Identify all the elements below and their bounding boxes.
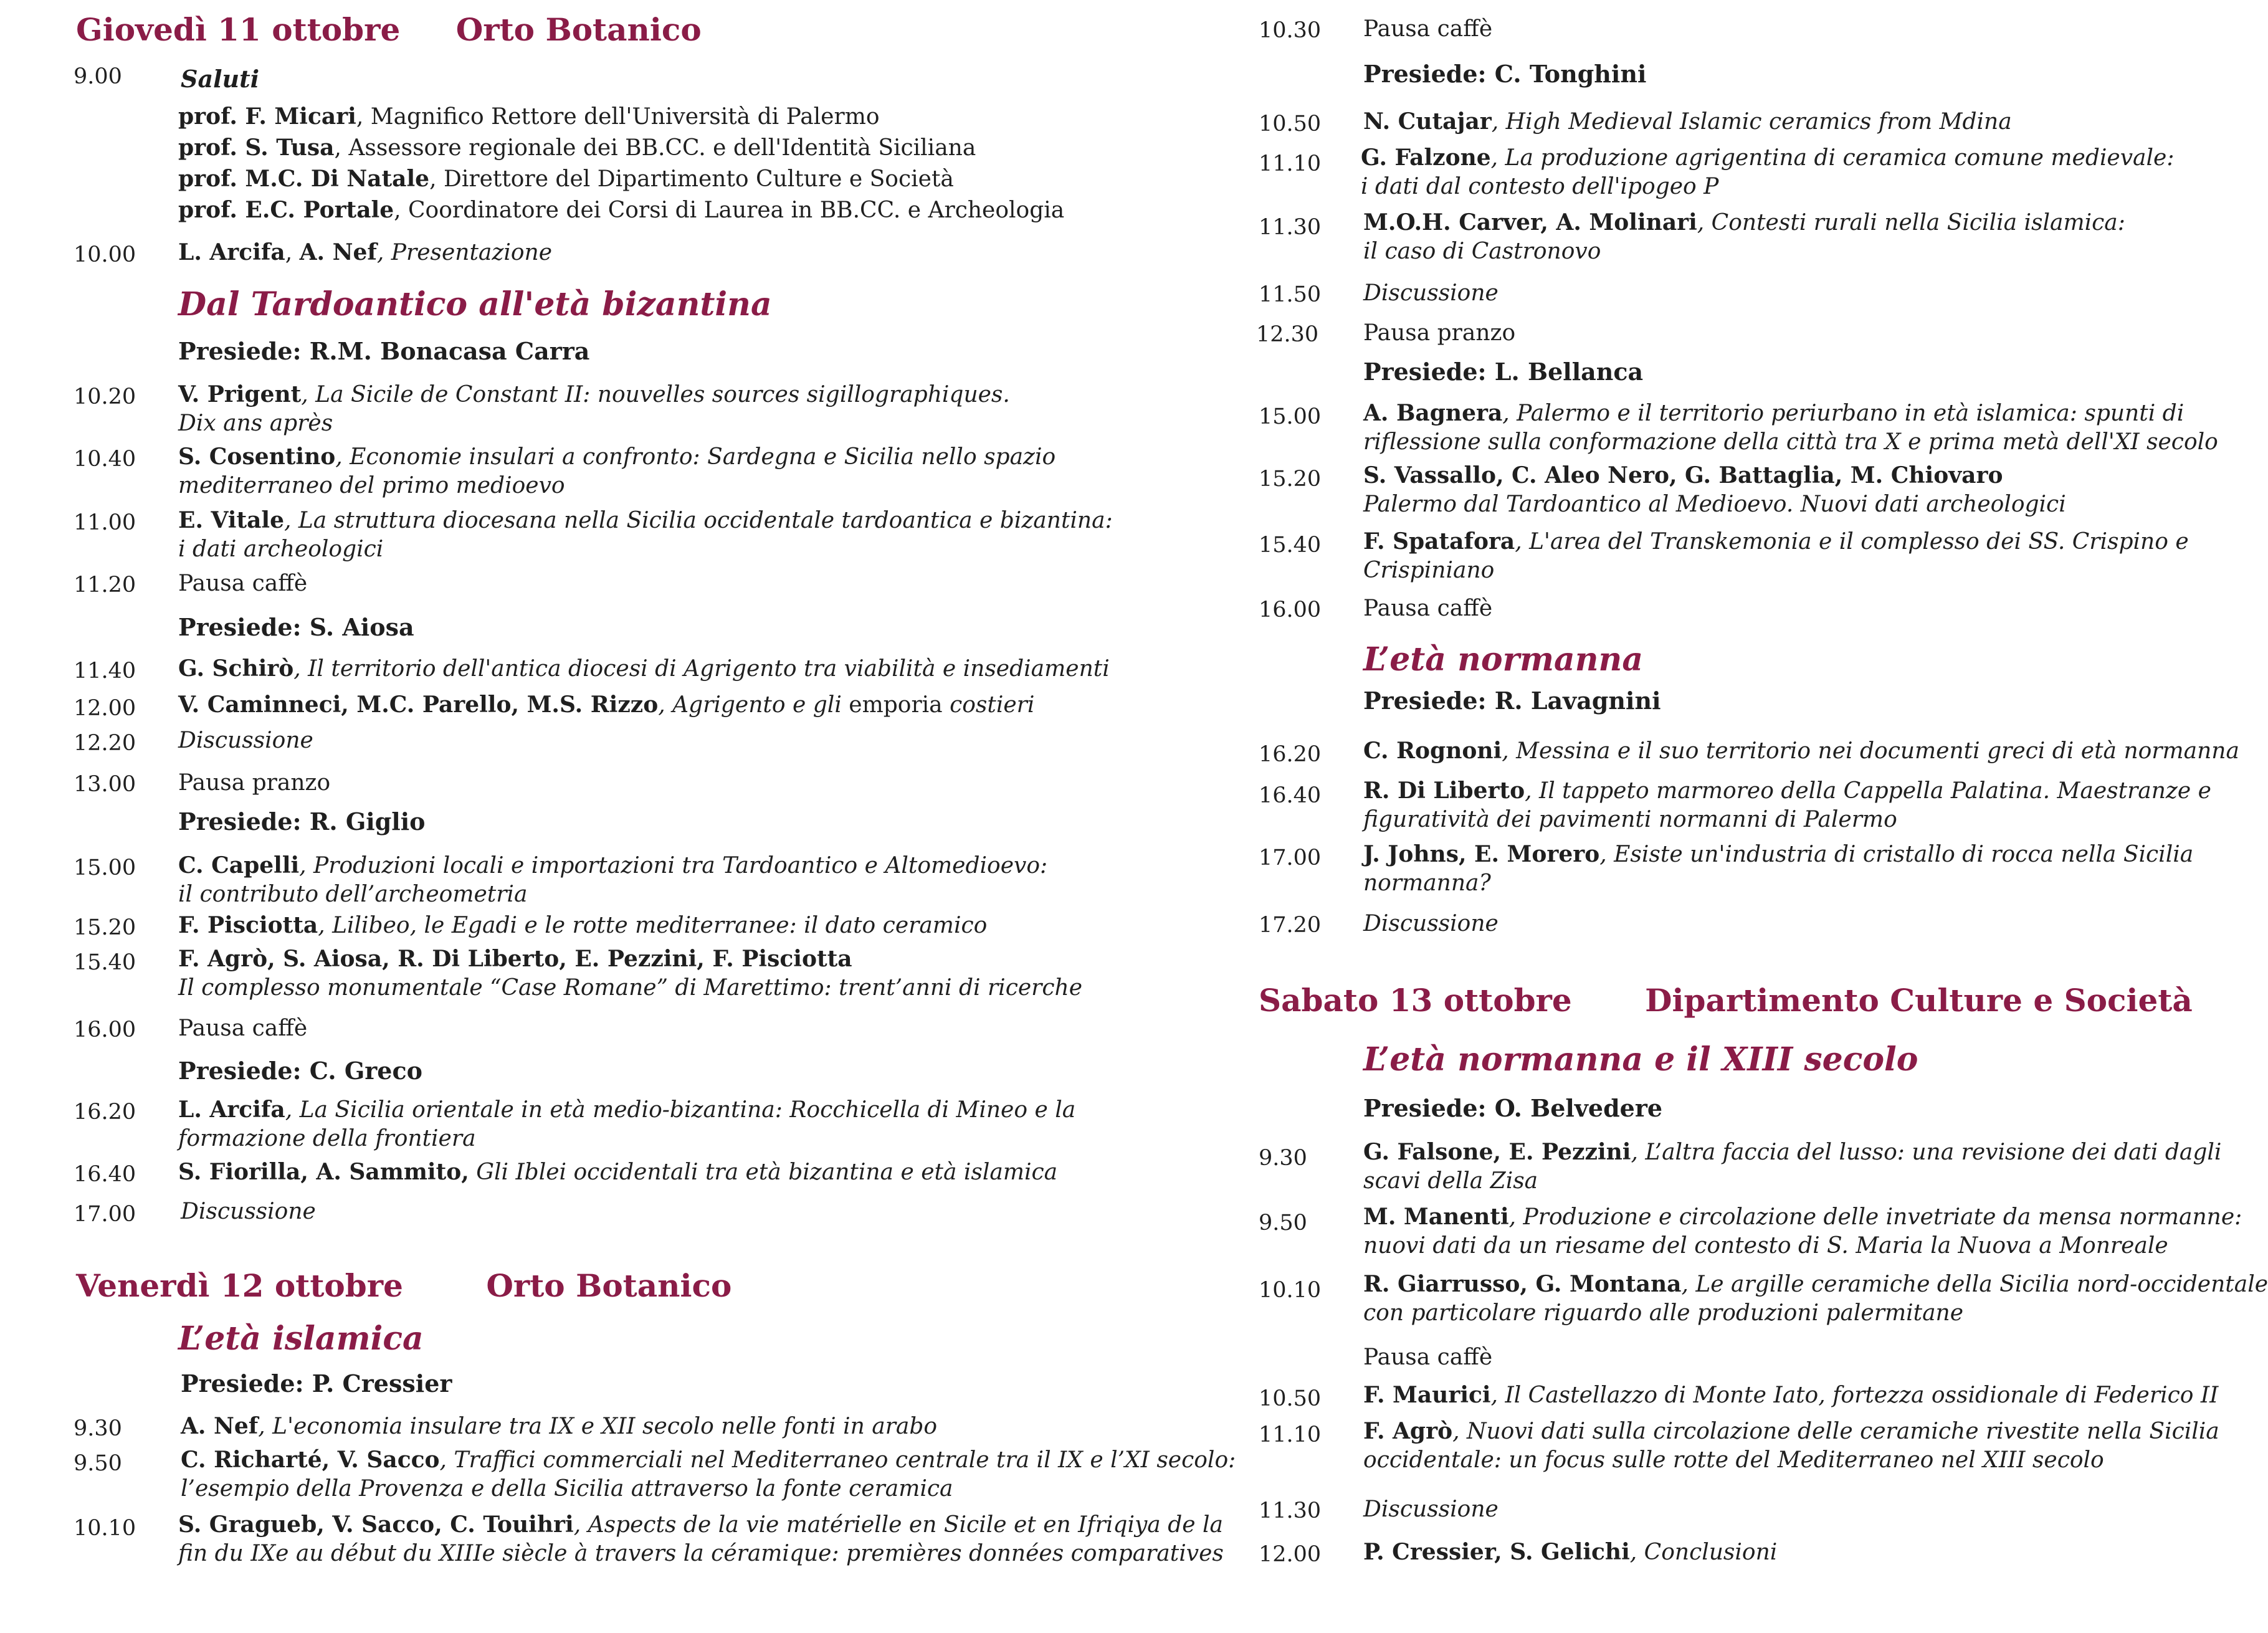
time: 11.30 [1259,1498,1322,1523]
time: 9.30 [74,1416,122,1441]
time: 15.20 [74,915,136,940]
time: 12.30 [1256,322,1319,347]
program-item: F. Spatafora, L'area del Transkemonia e il complesso dei SS. Crispino e Crispiniano [1363,528,2189,583]
program-item: C. Rognoni, Messina e il suo territorio nei documenti greci di età normanna [1363,738,2239,764]
time: 11.20 [74,573,136,597]
time: 9.30 [1259,1146,1307,1171]
program-item: F. Maurici, Il Castellazzo di Monte Iato, fortezza ossidionale di Federico II [1363,1382,2219,1408]
day-heading-saturday [1259,982,2193,1019]
discussion-item: Discussione [1363,1497,1498,1522]
day-date: Sabato 13 ottobre [1259,982,1572,1019]
chair-line: Presiede: R. Giglio [178,807,426,836]
chair-line: Presiede: O. Belvedere [1363,1094,1663,1122]
time: 11.00 [74,510,136,535]
chair-line: Presiede: C. Tonghini [1363,60,1647,88]
chair-line: Presiede: P. Cressier [181,1369,452,1397]
time: 11.40 [74,659,136,683]
program-item: F. Agrò, Nuovi dati sulla circolazione delle ceramiche rivestite nella Sicilia occidentale: un focus sulle rotte del Mediterraneo nel XIII secolo [1363,1418,2219,1473]
day-venue: Orto Botanico [455,11,702,48]
program-item: C. Richarté, V. Sacco, Traffici commerciali nel Mediterraneo centrale tra il IX e l’XI secolo: l’esempio della Provenza e della Sicilia attraverso la fonte ceramica [181,1447,1236,1502]
day-date: Venerdì 12 ottobre [76,1267,403,1304]
time: 9.50 [74,1451,122,1476]
saluti-heading: Saluti [181,65,260,93]
program-item: R. Di Liberto, Il tappeto marmoreo della Cappella Palatina. Maestranze e figuratività dei pavimenti normanni di Palermo [1363,778,2211,832]
program-item: E. Vitale, La struttura diocesana nella Sicilia occidentale tardoantica e bizantina: i dati archeologici [178,507,1113,562]
chair-line: Presiede: C. Greco [178,1057,422,1085]
time: 12.00 [1259,1542,1322,1567]
time: 15.40 [1259,533,1322,558]
program-item: G. Falsone, E. Pezzini, L’altra faccia del lusso: una revisione dei dati dagli scavi della Zisa [1363,1139,2222,1194]
time: 9.00 [74,64,122,89]
program-item: V. Prigent, La Sicile de Constant II: nouvelles sources sigillographiques. Dix ans après [178,381,1010,436]
time: 10.40 [74,447,136,472]
time: 10.10 [1259,1278,1322,1303]
greeting-line: prof. F. Micari, Magnifico Rettore dell'Università di Palermo [178,103,880,130]
program-item: L. Arcifa, La Sicilia orientale in età medio-bizantina: Rocchicella di Mineo e la formazione della frontiera [178,1097,1076,1151]
chair-line: Presiede: R. Lavagnini [1363,687,1661,715]
program-item: P. Cressier, S. Gelichi, Conclusioni [1363,1539,1778,1565]
time: 13.00 [74,772,136,797]
day-heading-thursday [76,11,702,49]
time: 17.20 [1259,913,1322,938]
time: 10.10 [74,1516,136,1541]
program-item: S. Cosentino, Economie insulari a confronto: Sardegna e Sicilia nello spazio mediterraneo del primo medioevo [178,444,1056,498]
discussion-item: Discussione [1363,911,1498,936]
time: 16.40 [1259,783,1322,808]
time: 10.30 [1259,18,1322,43]
right-column [1221,0,2268,1633]
time: 17.00 [1259,845,1322,870]
program-item: L. Arcifa, A. Nef, Presentazione [178,239,553,265]
time: 11.50 [1259,282,1322,307]
program-item: N. Cutajar, High Medieval Islamic ceramics from Mdina [1363,108,2012,135]
greeting-line: prof. E.C. Portale, Coordinatore dei Corsi di Laurea in BB.CC. e Archeologia [178,197,1065,223]
time: 15.40 [74,950,136,975]
time: 15.00 [74,855,136,880]
break-item: Pausa pranzo [178,770,331,796]
chair-line: Presiede: R.M. Bonacasa Carra [178,337,590,365]
section-title: Dal Tardoantico all'età bizantina [178,285,772,323]
program-item: M. Manenti, Produzione e circolazione delle invetriate da mensa normanne: nuovi dati da un riesame del contesto di S. Maria la Nuova a Monreale [1363,1204,2242,1259]
time: 15.00 [1259,404,1322,429]
time: 10.00 [74,242,136,267]
time: 16.00 [1259,597,1322,622]
program-item: S. Fiorilla, A. Sammito, Gli Iblei occidentali tra età bizantina e età islamica [178,1159,1058,1185]
day-venue: Orto Botanico [486,1267,732,1304]
break-item: Pausa caffè [1363,16,1493,42]
break-item: Pausa pranzo [1363,320,1516,346]
day-heading-friday [76,1267,731,1305]
break-item: Pausa caffè [1363,596,1493,621]
break-item: Pausa caffè [178,1016,308,1041]
time: 9.50 [1259,1211,1307,1235]
program-item: A. Bagnera, Palermo e il territorio periurbano in età islamica: spunti di riflessione sulla conformazione della città tra X e prima metà dell'XI secolo [1363,400,2218,455]
break-item: Pausa caffè [178,571,308,596]
time: 12.00 [74,696,136,721]
discussion-item: Discussione [181,1199,316,1224]
program-item: S. Gragueb, V. Sacco, C. Touihri, Aspects de la vie matérielle en Sicile et en Ifriqiya de la fin du IXe au début du XIIIe siècle à travers la céramique: premières données comparatives [178,1512,1224,1566]
program-item: V. Caminneci, M.C. Parello, M.S. Rizzo, Agrigento e gli emporia costieri [178,692,1035,718]
section-title: L’età normanna e il XIII secolo [1363,1040,1918,1078]
break-item: Pausa caffè [1363,1345,1493,1370]
time: 11.10 [1259,151,1322,176]
program-item: A. Nef, L'economia insulare tra IX e XII secolo nelle fonti in arabo [181,1413,938,1439]
time: 16.00 [74,1017,136,1042]
chair-line: Presiede: S. Aiosa [178,613,414,641]
program-item: M.O.H. Carver, A. Molinari, Contesti rurali nella Sicilia islamica: il caso di Castronovo [1363,209,2125,264]
section-title: L’età islamica [178,1320,424,1358]
discussion-item: Discussione [1363,280,1498,306]
chair-line: Presiede: L. Bellanca [1363,358,1644,386]
time: 16.40 [74,1162,136,1187]
time: 15.20 [1259,467,1322,492]
program-item: F. Pisciotta, Lilibeo, le Egadi e le rotte mediterranee: il dato ceramico [178,912,988,938]
day-date: Giovedì 11 ottobre [76,11,401,48]
program-item: G. Falzone, La produzione agrigentina di ceramica comune medievale: i dati dal contesto dell'ipogeo P [1361,145,2175,199]
program-item: J. Johns, E. Morero, Esiste un'industria di cristallo di rocca nella Sicilia normanna? [1363,841,2194,896]
time: 11.10 [1259,1422,1322,1447]
time: 16.20 [74,1100,136,1125]
program-item: F. Agrò, S. Aiosa, R. Di Liberto, E. Pezzini, F. Pisciotta Il complesso monumentale “Case Romane” di Marettimo: trent’anni di ricerche [178,946,1083,1001]
time: 17.00 [74,1202,136,1227]
section-title: L’età normanna [1363,640,1644,678]
discussion-item: Discussione [178,728,313,753]
time: 10.50 [1259,112,1322,136]
time: 11.30 [1259,215,1322,240]
time: 10.50 [1259,1386,1322,1411]
greeting-line: prof. M.C. Di Natale, Direttore del Dipartimento Culture e Società [178,166,954,192]
greeting-line: prof. S. Tusa, Assessore regionale dei BB.CC. e dell'Identità Siciliana [178,135,976,161]
program-item: C. Capelli, Produzioni locali e importazioni tra Tardoantico e Altomedioevo: il contributo dell’archeometria [178,852,1048,907]
time: 10.20 [74,384,136,409]
program-item: S. Vassallo, C. Aleo Nero, G. Battaglia, M. Chiovaro Palermo dal Tardoantico al Medioevo. Nuovi dati archeologici [1363,462,2066,517]
time: 16.20 [1259,742,1322,767]
time: 12.20 [74,731,136,756]
program-item: R. Giarrusso, G. Montana, Le argille ceramiche della Sicilia nord-occidentale con particolare riguardo alle produzioni palermitane [1363,1271,2268,1326]
program-item: G. Schirò, Il territorio dell'antica diocesi di Agrigento tra viabilità e insediamenti [178,655,1110,682]
day-venue: Dipartimento Culture e Società [1645,982,2193,1019]
